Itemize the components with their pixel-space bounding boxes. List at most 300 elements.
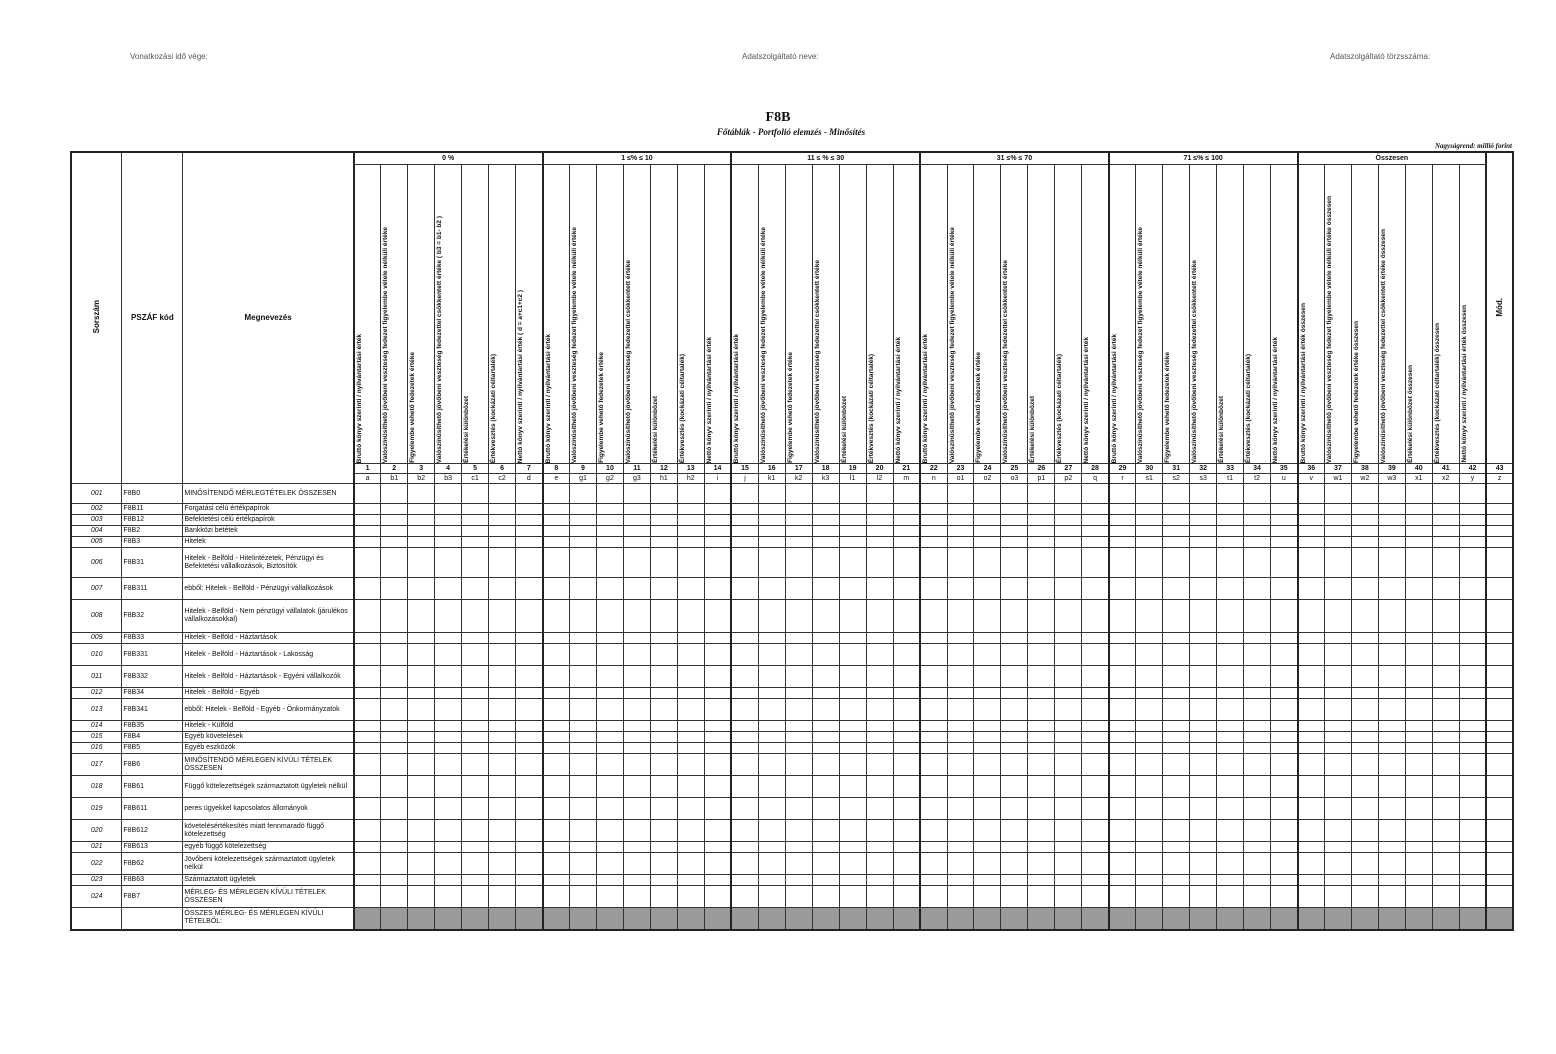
- value-cell[interactable]: [543, 732, 570, 743]
- value-cell[interactable]: [1298, 721, 1325, 732]
- value-cell[interactable]: [1271, 743, 1298, 754]
- value-cell[interactable]: [516, 776, 543, 798]
- value-cell[interactable]: [1163, 842, 1190, 853]
- value-cell[interactable]: [596, 743, 623, 754]
- value-cell[interactable]: [866, 526, 893, 537]
- value-cell[interactable]: [1405, 644, 1432, 666]
- value-cell[interactable]: [543, 548, 570, 578]
- value-cell[interactable]: [381, 633, 408, 644]
- value-cell[interactable]: [1432, 908, 1459, 930]
- value-cell[interactable]: [1432, 820, 1459, 842]
- value-cell[interactable]: [623, 578, 650, 600]
- value-cell[interactable]: [758, 537, 785, 548]
- value-cell[interactable]: [758, 754, 785, 776]
- value-cell[interactable]: [623, 633, 650, 644]
- value-cell[interactable]: [1378, 504, 1405, 515]
- value-cell[interactable]: [974, 886, 1001, 908]
- value-cell[interactable]: [785, 776, 812, 798]
- value-cell[interactable]: [893, 484, 920, 504]
- value-cell[interactable]: [1136, 908, 1163, 930]
- value-cell[interactable]: [893, 537, 920, 548]
- value-cell[interactable]: [543, 688, 570, 699]
- value-cell[interactable]: [1190, 743, 1217, 754]
- value-cell[interactable]: [1217, 875, 1244, 886]
- value-cell[interactable]: [1271, 526, 1298, 537]
- value-cell[interactable]: [1163, 721, 1190, 732]
- mod-cell[interactable]: [1486, 666, 1513, 688]
- value-cell[interactable]: [1217, 578, 1244, 600]
- value-cell[interactable]: [812, 842, 839, 853]
- value-cell[interactable]: [1459, 644, 1486, 666]
- value-cell[interactable]: [623, 886, 650, 908]
- value-cell[interactable]: [623, 820, 650, 842]
- value-cell[interactable]: [1082, 537, 1109, 548]
- value-cell[interactable]: [839, 820, 866, 842]
- value-cell[interactable]: [677, 484, 704, 504]
- value-cell[interactable]: [785, 633, 812, 644]
- value-cell[interactable]: [623, 754, 650, 776]
- value-cell[interactable]: [785, 820, 812, 842]
- value-cell[interactable]: [1028, 798, 1055, 820]
- value-cell[interactable]: [704, 908, 731, 930]
- value-cell[interactable]: [866, 743, 893, 754]
- value-cell[interactable]: [650, 537, 677, 548]
- value-cell[interactable]: [623, 721, 650, 732]
- value-cell[interactable]: [570, 515, 597, 526]
- value-cell[interactable]: [1405, 526, 1432, 537]
- value-cell[interactable]: [1001, 578, 1028, 600]
- value-cell[interactable]: [489, 548, 516, 578]
- value-cell[interactable]: [1459, 776, 1486, 798]
- value-cell[interactable]: [920, 886, 947, 908]
- value-cell[interactable]: [516, 732, 543, 743]
- value-cell[interactable]: [866, 548, 893, 578]
- value-cell[interactable]: [704, 886, 731, 908]
- value-cell[interactable]: [731, 504, 758, 515]
- value-cell[interactable]: [731, 732, 758, 743]
- value-cell[interactable]: [893, 743, 920, 754]
- value-cell[interactable]: [812, 537, 839, 548]
- value-cell[interactable]: [731, 875, 758, 886]
- value-cell[interactable]: [650, 743, 677, 754]
- value-cell[interactable]: [785, 754, 812, 776]
- value-cell[interactable]: [1405, 548, 1432, 578]
- value-cell[interactable]: [866, 644, 893, 666]
- value-cell[interactable]: [489, 908, 516, 930]
- value-cell[interactable]: [1298, 548, 1325, 578]
- value-cell[interactable]: [435, 526, 462, 537]
- value-cell[interactable]: [1109, 798, 1136, 820]
- value-cell[interactable]: [516, 853, 543, 875]
- value-cell[interactable]: [920, 504, 947, 515]
- value-cell[interactable]: [650, 548, 677, 578]
- mod-cell[interactable]: [1486, 504, 1513, 515]
- value-cell[interactable]: [623, 798, 650, 820]
- value-cell[interactable]: [596, 798, 623, 820]
- value-cell[interactable]: [354, 600, 381, 633]
- value-cell[interactable]: [516, 633, 543, 644]
- value-cell[interactable]: [947, 699, 974, 721]
- value-cell[interactable]: [920, 537, 947, 548]
- value-cell[interactable]: [1324, 644, 1351, 666]
- value-cell[interactable]: [677, 875, 704, 886]
- value-cell[interactable]: [650, 853, 677, 875]
- value-cell[interactable]: [785, 732, 812, 743]
- value-cell[interactable]: [650, 633, 677, 644]
- mod-cell[interactable]: [1486, 743, 1513, 754]
- value-cell[interactable]: [489, 721, 516, 732]
- value-cell[interactable]: [1163, 853, 1190, 875]
- value-cell[interactable]: [785, 644, 812, 666]
- value-cell[interactable]: [1271, 820, 1298, 842]
- value-cell[interactable]: [677, 526, 704, 537]
- value-cell[interactable]: [839, 688, 866, 699]
- value-cell[interactable]: [677, 743, 704, 754]
- value-cell[interactable]: [812, 875, 839, 886]
- value-cell[interactable]: [920, 842, 947, 853]
- value-cell[interactable]: [1244, 699, 1271, 721]
- value-cell[interactable]: [462, 537, 489, 548]
- value-cell[interactable]: [947, 798, 974, 820]
- value-cell[interactable]: [920, 688, 947, 699]
- value-cell[interactable]: [1271, 798, 1298, 820]
- value-cell[interactable]: [893, 721, 920, 732]
- value-cell[interactable]: [1082, 548, 1109, 578]
- value-cell[interactable]: [893, 798, 920, 820]
- value-cell[interactable]: [1244, 820, 1271, 842]
- value-cell[interactable]: [893, 600, 920, 633]
- value-cell[interactable]: [408, 754, 435, 776]
- value-cell[interactable]: [516, 504, 543, 515]
- value-cell[interactable]: [812, 515, 839, 526]
- value-cell[interactable]: [435, 743, 462, 754]
- value-cell[interactable]: [408, 548, 435, 578]
- value-cell[interactable]: [1244, 644, 1271, 666]
- value-cell[interactable]: [543, 644, 570, 666]
- value-cell[interactable]: [1405, 699, 1432, 721]
- value-cell[interactable]: [596, 600, 623, 633]
- value-cell[interactable]: [1082, 484, 1109, 504]
- value-cell[interactable]: [408, 578, 435, 600]
- value-cell[interactable]: [570, 743, 597, 754]
- value-cell[interactable]: [974, 732, 1001, 743]
- value-cell[interactable]: [920, 578, 947, 600]
- value-cell[interactable]: [1163, 578, 1190, 600]
- value-cell[interactable]: [596, 537, 623, 548]
- mod-cell[interactable]: [1486, 732, 1513, 743]
- value-cell[interactable]: [947, 688, 974, 699]
- value-cell[interactable]: [677, 908, 704, 930]
- value-cell[interactable]: [1298, 688, 1325, 699]
- value-cell[interactable]: [839, 721, 866, 732]
- value-cell[interactable]: [785, 515, 812, 526]
- value-cell[interactable]: [381, 798, 408, 820]
- value-cell[interactable]: [731, 908, 758, 930]
- value-cell[interactable]: [677, 504, 704, 515]
- value-cell[interactable]: [1163, 504, 1190, 515]
- value-cell[interactable]: [1082, 721, 1109, 732]
- value-cell[interactable]: [570, 853, 597, 875]
- value-cell[interactable]: [650, 886, 677, 908]
- value-cell[interactable]: [1405, 721, 1432, 732]
- value-cell[interactable]: [596, 820, 623, 842]
- value-cell[interactable]: [1351, 798, 1378, 820]
- value-cell[interactable]: [920, 732, 947, 743]
- value-cell[interactable]: [1163, 633, 1190, 644]
- value-cell[interactable]: [462, 548, 489, 578]
- value-cell[interactable]: [1001, 908, 1028, 930]
- mod-cell[interactable]: [1486, 776, 1513, 798]
- value-cell[interactable]: [1324, 504, 1351, 515]
- value-cell[interactable]: [758, 886, 785, 908]
- value-cell[interactable]: [677, 644, 704, 666]
- value-cell[interactable]: [920, 853, 947, 875]
- value-cell[interactable]: [1298, 600, 1325, 633]
- value-cell[interactable]: [1109, 754, 1136, 776]
- value-cell[interactable]: [1109, 515, 1136, 526]
- value-cell[interactable]: [974, 699, 1001, 721]
- value-cell[interactable]: [974, 578, 1001, 600]
- value-cell[interactable]: [1351, 600, 1378, 633]
- value-cell[interactable]: [839, 754, 866, 776]
- value-cell[interactable]: [435, 633, 462, 644]
- value-cell[interactable]: [704, 600, 731, 633]
- value-cell[interactable]: [1082, 699, 1109, 721]
- value-cell[interactable]: [1351, 776, 1378, 798]
- value-cell[interactable]: [1271, 688, 1298, 699]
- value-cell[interactable]: [381, 666, 408, 688]
- value-cell[interactable]: [462, 504, 489, 515]
- value-cell[interactable]: [758, 798, 785, 820]
- value-cell[interactable]: [623, 644, 650, 666]
- value-cell[interactable]: [1271, 732, 1298, 743]
- value-cell[interactable]: [408, 875, 435, 886]
- value-cell[interactable]: [1378, 666, 1405, 688]
- value-cell[interactable]: [408, 699, 435, 721]
- value-cell[interactable]: [1324, 820, 1351, 842]
- value-cell[interactable]: [381, 600, 408, 633]
- value-cell[interactable]: [839, 875, 866, 886]
- value-cell[interactable]: [1082, 644, 1109, 666]
- value-cell[interactable]: [516, 548, 543, 578]
- value-cell[interactable]: [839, 699, 866, 721]
- value-cell[interactable]: [1432, 875, 1459, 886]
- value-cell[interactable]: [1351, 820, 1378, 842]
- value-cell[interactable]: [758, 526, 785, 537]
- value-cell[interactable]: [408, 537, 435, 548]
- value-cell[interactable]: [1055, 578, 1082, 600]
- value-cell[interactable]: [570, 666, 597, 688]
- value-cell[interactable]: [354, 548, 381, 578]
- value-cell[interactable]: [758, 578, 785, 600]
- value-cell[interactable]: [947, 633, 974, 644]
- value-cell[interactable]: [677, 776, 704, 798]
- value-cell[interactable]: [596, 732, 623, 743]
- value-cell[interactable]: [354, 820, 381, 842]
- value-cell[interactable]: [1028, 754, 1055, 776]
- value-cell[interactable]: [650, 526, 677, 537]
- value-cell[interactable]: [1244, 886, 1271, 908]
- value-cell[interactable]: [1378, 688, 1405, 699]
- value-cell[interactable]: [758, 666, 785, 688]
- value-cell[interactable]: [947, 548, 974, 578]
- value-cell[interactable]: [1459, 798, 1486, 820]
- value-cell[interactable]: [677, 853, 704, 875]
- value-cell[interactable]: [543, 504, 570, 515]
- value-cell[interactable]: [1082, 853, 1109, 875]
- value-cell[interactable]: [704, 548, 731, 578]
- value-cell[interactable]: [462, 732, 489, 743]
- value-cell[interactable]: [516, 515, 543, 526]
- value-cell[interactable]: [1001, 886, 1028, 908]
- value-cell[interactable]: [543, 633, 570, 644]
- value-cell[interactable]: [623, 688, 650, 699]
- value-cell[interactable]: [1271, 484, 1298, 504]
- value-cell[interactable]: [516, 875, 543, 886]
- value-cell[interactable]: [623, 526, 650, 537]
- value-cell[interactable]: [812, 754, 839, 776]
- value-cell[interactable]: [462, 633, 489, 644]
- value-cell[interactable]: [1217, 754, 1244, 776]
- value-cell[interactable]: [866, 515, 893, 526]
- value-cell[interactable]: [650, 600, 677, 633]
- value-cell[interactable]: [462, 875, 489, 886]
- value-cell[interactable]: [1109, 633, 1136, 644]
- value-cell[interactable]: [1459, 699, 1486, 721]
- value-cell[interactable]: [731, 820, 758, 842]
- value-cell[interactable]: [785, 578, 812, 600]
- value-cell[interactable]: [1324, 633, 1351, 644]
- value-cell[interactable]: [920, 776, 947, 798]
- value-cell[interactable]: [1459, 515, 1486, 526]
- value-cell[interactable]: [1190, 644, 1217, 666]
- value-cell[interactable]: [1351, 578, 1378, 600]
- value-cell[interactable]: [920, 484, 947, 504]
- value-cell[interactable]: [1378, 721, 1405, 732]
- value-cell[interactable]: [974, 688, 1001, 699]
- value-cell[interactable]: [1001, 484, 1028, 504]
- value-cell[interactable]: [1163, 776, 1190, 798]
- value-cell[interactable]: [1405, 798, 1432, 820]
- value-cell[interactable]: [974, 743, 1001, 754]
- value-cell[interactable]: [1324, 578, 1351, 600]
- value-cell[interactable]: [408, 853, 435, 875]
- value-cell[interactable]: [839, 842, 866, 853]
- value-cell[interactable]: [758, 600, 785, 633]
- value-cell[interactable]: [1136, 688, 1163, 699]
- value-cell[interactable]: [1028, 644, 1055, 666]
- value-cell[interactable]: [1163, 548, 1190, 578]
- value-cell[interactable]: [1271, 504, 1298, 515]
- value-cell[interactable]: [812, 548, 839, 578]
- value-cell[interactable]: [462, 776, 489, 798]
- value-cell[interactable]: [489, 504, 516, 515]
- value-cell[interactable]: [974, 754, 1001, 776]
- value-cell[interactable]: [1432, 754, 1459, 776]
- value-cell[interactable]: [1136, 820, 1163, 842]
- value-cell[interactable]: [758, 548, 785, 578]
- value-cell[interactable]: [1298, 537, 1325, 548]
- value-cell[interactable]: [1432, 484, 1459, 504]
- value-cell[interactable]: [1109, 600, 1136, 633]
- value-cell[interactable]: [920, 798, 947, 820]
- value-cell[interactable]: [947, 666, 974, 688]
- value-cell[interactable]: [489, 633, 516, 644]
- value-cell[interactable]: [1405, 886, 1432, 908]
- value-cell[interactable]: [974, 548, 1001, 578]
- value-cell[interactable]: [974, 504, 1001, 515]
- value-cell[interactable]: [1405, 515, 1432, 526]
- value-cell[interactable]: [704, 666, 731, 688]
- value-cell[interactable]: [543, 526, 570, 537]
- value-cell[interactable]: [1055, 732, 1082, 743]
- value-cell[interactable]: [839, 548, 866, 578]
- value-cell[interactable]: [435, 732, 462, 743]
- value-cell[interactable]: [1324, 798, 1351, 820]
- value-cell[interactable]: [650, 754, 677, 776]
- value-cell[interactable]: [1028, 886, 1055, 908]
- value-cell[interactable]: [543, 853, 570, 875]
- value-cell[interactable]: [1324, 776, 1351, 798]
- value-cell[interactable]: [920, 633, 947, 644]
- value-cell[interactable]: [1055, 537, 1082, 548]
- value-cell[interactable]: [731, 526, 758, 537]
- value-cell[interactable]: [1405, 600, 1432, 633]
- value-cell[interactable]: [1082, 842, 1109, 853]
- value-cell[interactable]: [731, 743, 758, 754]
- value-cell[interactable]: [381, 842, 408, 853]
- value-cell[interactable]: [543, 666, 570, 688]
- value-cell[interactable]: [596, 504, 623, 515]
- value-cell[interactable]: [623, 875, 650, 886]
- value-cell[interactable]: [489, 798, 516, 820]
- value-cell[interactable]: [812, 798, 839, 820]
- value-cell[interactable]: [596, 886, 623, 908]
- value-cell[interactable]: [516, 699, 543, 721]
- value-cell[interactable]: [1324, 548, 1351, 578]
- value-cell[interactable]: [1217, 886, 1244, 908]
- value-cell[interactable]: [677, 633, 704, 644]
- value-cell[interactable]: [947, 886, 974, 908]
- value-cell[interactable]: [650, 908, 677, 930]
- value-cell[interactable]: [758, 732, 785, 743]
- value-cell[interactable]: [1163, 908, 1190, 930]
- value-cell[interactable]: [1244, 743, 1271, 754]
- value-cell[interactable]: [1405, 484, 1432, 504]
- value-cell[interactable]: [1271, 853, 1298, 875]
- value-cell[interactable]: [1136, 526, 1163, 537]
- value-cell[interactable]: [974, 600, 1001, 633]
- value-cell[interactable]: [1244, 504, 1271, 515]
- value-cell[interactable]: [1055, 754, 1082, 776]
- value-cell[interactable]: [1271, 842, 1298, 853]
- value-cell[interactable]: [920, 526, 947, 537]
- value-cell[interactable]: [677, 798, 704, 820]
- value-cell[interactable]: [596, 908, 623, 930]
- value-cell[interactable]: [650, 721, 677, 732]
- value-cell[interactable]: [1217, 644, 1244, 666]
- value-cell[interactable]: [596, 484, 623, 504]
- value-cell[interactable]: [1217, 776, 1244, 798]
- value-cell[interactable]: [1055, 633, 1082, 644]
- value-cell[interactable]: [381, 484, 408, 504]
- value-cell[interactable]: [489, 515, 516, 526]
- value-cell[interactable]: [1001, 776, 1028, 798]
- value-cell[interactable]: [354, 666, 381, 688]
- value-cell[interactable]: [516, 484, 543, 504]
- value-cell[interactable]: [1271, 666, 1298, 688]
- value-cell[interactable]: [974, 820, 1001, 842]
